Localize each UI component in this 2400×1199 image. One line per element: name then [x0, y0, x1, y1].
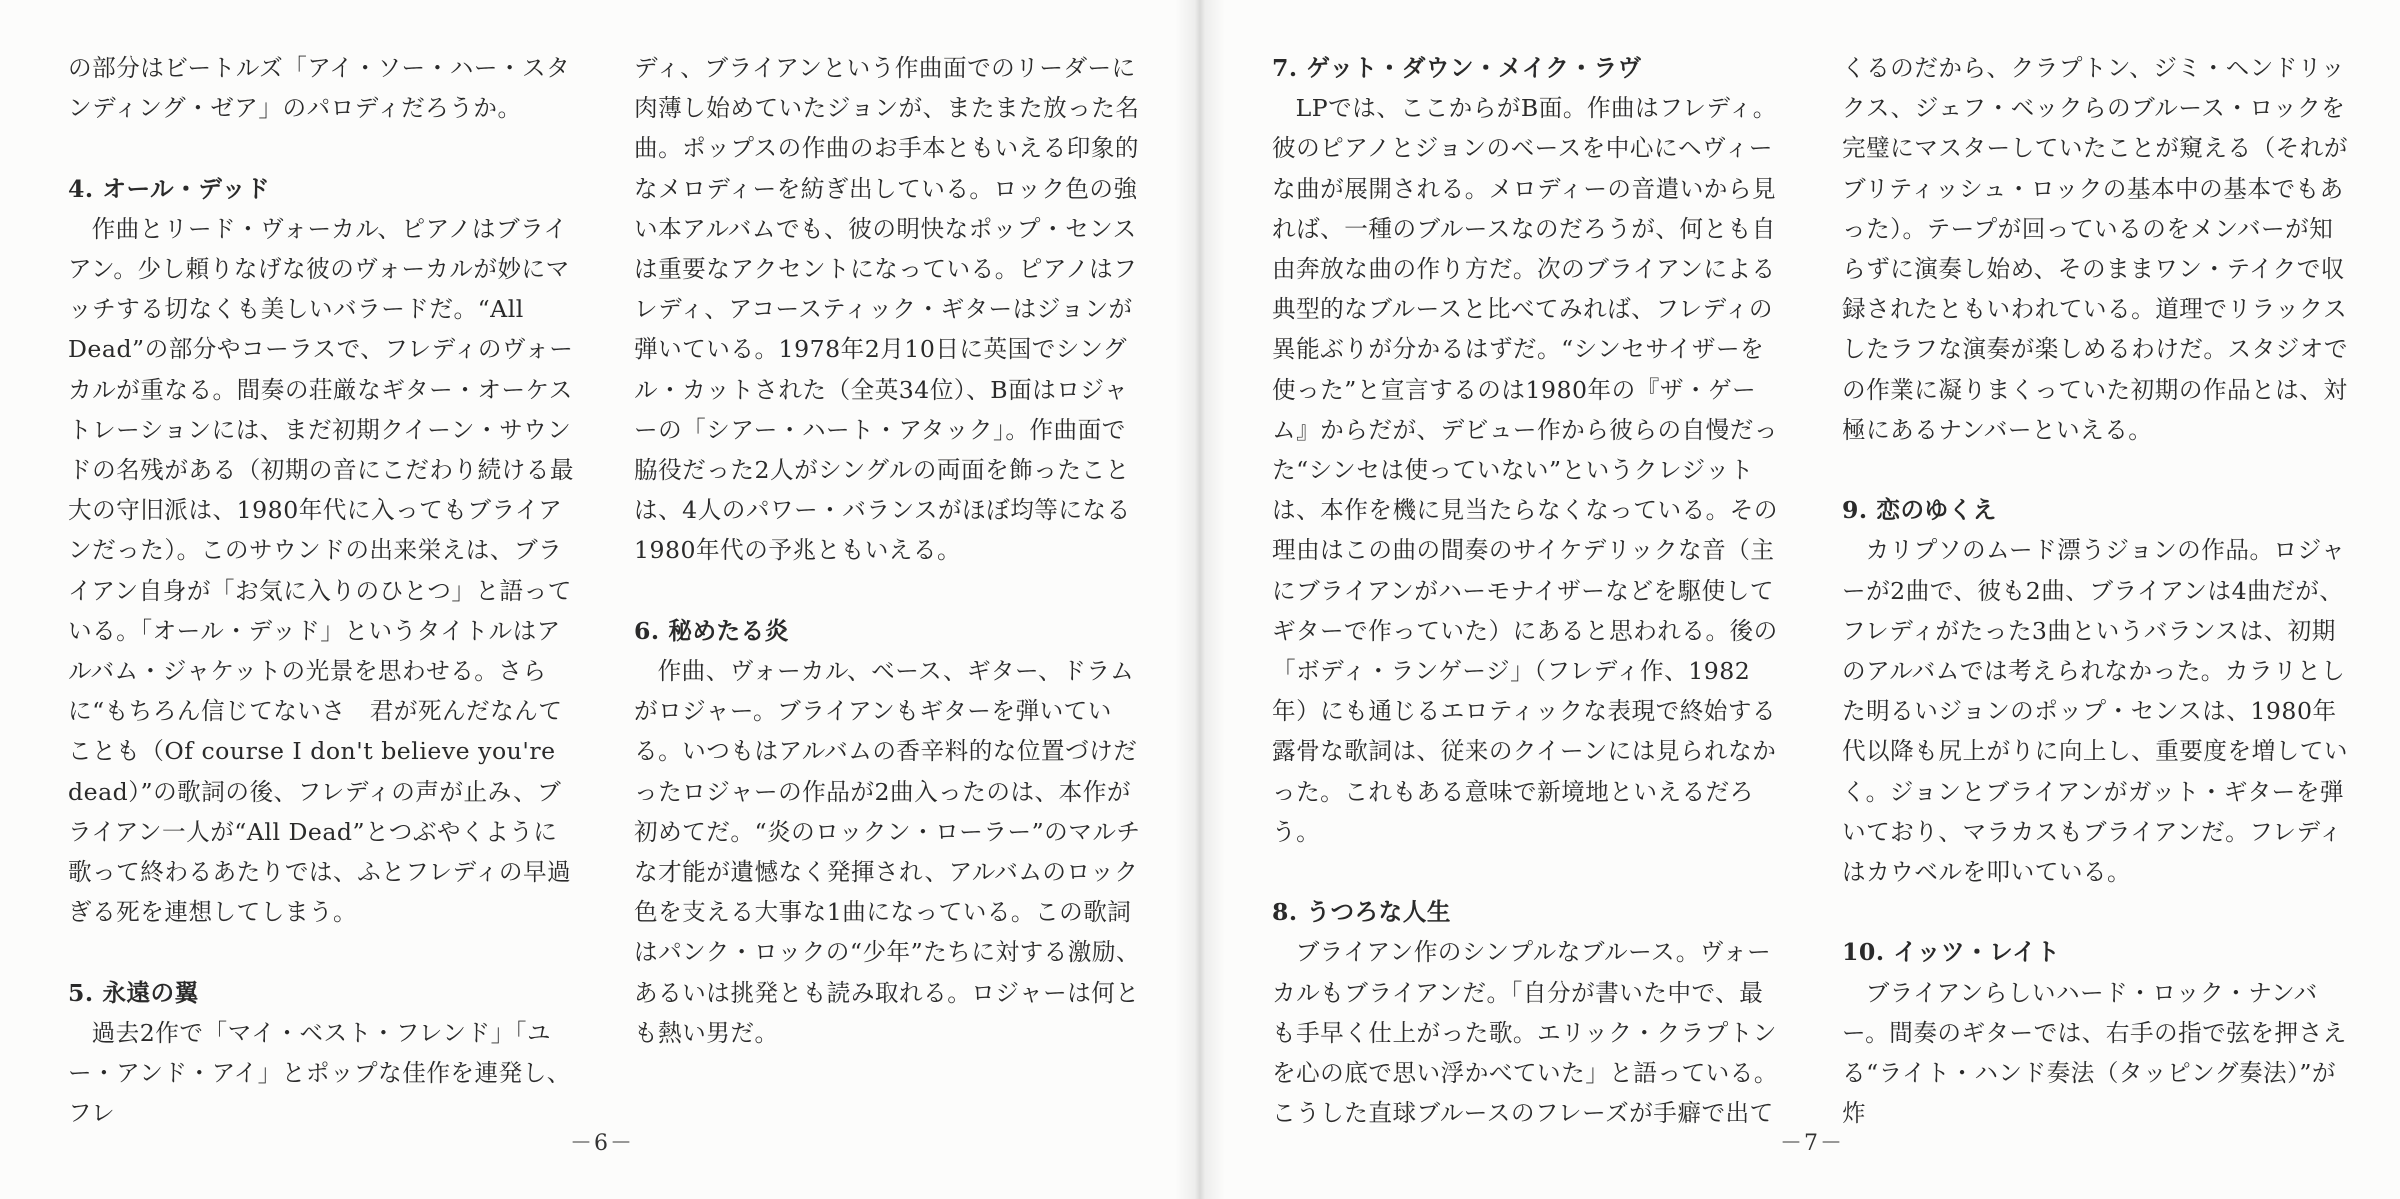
track-5-heading: 5. 永遠の翼 [68, 978, 199, 1007]
track-6-text: 作曲、ヴォーカル、ベース、ギター、ドラムがロジャー。ブライアンもギターを弾いている。いつもはアルバムの香辛料的な位置づけだったロジャーの作品が2曲入ったのは、本作が初めてだ。“炎のロックン・ローラー”のマルチな才能が遺憾なく発揮され、アルバムのロック色を支える大事な1曲になっている。この歌詞はパンク・ロックの“少年”たちに対する激励、あるいは挑発とも読み取れる。ロジャーは何とも熱い男だ。 [634, 657, 1141, 1047]
track-8-text: ブライアン作のシンプルなブルース。ヴォーカルもブライアンだ。「自分が書いた中で、最も手早く仕上がった歌。エリック・クラプトンを心の底で思い浮かべていた」と語っている。こうした直球ブルースのフレーズが手癖で出て [1272, 938, 1778, 1128]
column-4 [1842, 48, 2352, 1133]
page-7 [1195, 0, 2400, 1199]
track-4-text: 作曲とリード・ヴォーカル、ピアノはブライアン。少し頼りなげな彼のヴォーカルが妙にマッチする切なくも美しいバラードだ。“All Dead”の部分やコーラスで、フレディのヴォーカルが重なる。間奏の荘厳なギター・オーケストレーションには、まだ初期クイーン・サウンドの名残がある（初期の音にこだわり続ける最大の守旧派は、1980年代に入ってもブライアンだった）。このサウンドの出来栄えは、ブライアン自身が「お気に入りのひとつ」と語っている。「オール・デッド」というタイトルはアルバム・ジャケットの光景を思わせる。さらに“もちろん信じてないさ 君が死んだなんてことも（Of course I don't believe you're dead）”の歌詞の後、フレディの声が止み、ブライアン一人が“All Dead”とつぶやくように歌って終わるあたりでは、ふとフレディの早過ぎる死を連想してしまう。 [68, 214, 574, 927]
page-6 [0, 0, 1195, 1199]
track-5-text-continued: ディ、ブライアンという作曲面でのリーダーに肉薄し始めていたジョンが、またまた放った名曲。ポップスの作曲のお手本ともいえる印象的なメロディーを紡ぎ出している。ロック色の強い本アルバムでも、彼の明快なポップ・センスは重要なアクセントになっている。ピアノはフレディ、アコースティック・ギターはジョンが弾いている。1978年2月10日に英国でシングル・カットされた（全英34位）、B面はロジャーの「シアー・ハート・アタック」。作曲面で脇役だった2人がシングルの両面を飾ったことは、4人のパワー・バランスがほぼ均等になる1980年代の予兆ともいえる。 [634, 54, 1140, 565]
track-8-heading: 8. うつろな人生 [1272, 898, 1451, 927]
track-7-text: LPでは、ここからがB面。作曲はフレディ。彼のピアノとジョンのベースを中心にヘヴィーな曲が展開される。メロディーの音遣いから見れば、一種のブルースなのだろうが、何とも自由奔放な曲の作り方だ。次のブライアンによる典型的なブルースと比べてみれば、フレディの異能ぶりが分かるはずだ。“シンセサイザーを使った”と宣言するのは1980年の『ザ・ゲーム』からだが、デビュー作から彼らの自慢だった“シンセは使っていない”というクレジットは、本作を機に見当たらなくなっている。その理由はこの曲の間奏のサイケデリックな音（主にブライアンがハーモナイザーなどを駆使してギターで作っていた）にあると思われる。後の「ボディ・ランゲージ」（フレディ作、1982年）にも通じるエロティックな表現で終始する露骨な歌詞は、従来のクイーンには見られなかった。これもある意味で新境地といえるだろう。 [1272, 94, 1778, 846]
page-number: －7－ [1780, 1131, 1844, 1156]
binding-gutter [1175, 0, 1225, 1199]
track-7-heading: 7. ゲット・ダウン・メイク・ラヴ [1272, 54, 1642, 82]
track-10-heading: 10. イッツ・レイト [1842, 938, 2061, 967]
track-10-text: ブライアンらしいハード・ロック・ナンバー。間奏のギターでは、右手の指で弦を押さえる“ライト・ハンド奏法（タッピング奏法）”が炸 [1842, 978, 2347, 1128]
column-1 [68, 48, 578, 1133]
track-6-heading: 6. 秘めたる炎 [634, 616, 789, 645]
track-8-text-continued: くるのだから、クラプトン、ジミ・ヘンドリックス、ジェフ・ベックらのブルース・ロックを完璧にマスターしていたことが窺える（それがブリティッシュ・ロックの基本中の基本でもあった）。テープが回っているのをメンバーが知らずに演奏し始め、そのままワン・テイクで収録されたともいわれている。道理でリラックスしたラフな演奏が楽しめるわけだ。スタジオでの作業に凝りまくっていた初期の作品とは、対極にあるナンバーといえる。 [1842, 54, 2348, 444]
paragraph-continued: の部分はビートルズ「アイ・ソー・ハー・スタンディング・ゼア」のパロディだろうか。 [68, 54, 571, 123]
column-2 [634, 48, 1144, 1053]
track-5-text: 過去2作で「マイ・ベスト・フレンド」「ユー・アンド・アイ」とポップな佳作を連発し、フレ [68, 1018, 571, 1128]
column-3 [1272, 48, 1782, 1133]
track-9-text: カリプソのムード漂うジョンの作品。ロジャーが2曲で、彼も2曲、ブライアンは4曲だが、フレディがたった3曲というバランスは、初期のアルバムでは考えられなかった。カラリとした明るいジョンのポップ・センスは、1980年代以降も尻上がりに向上し、重要度を増していく。ジョンとブライアンがガット・ギターを弾いており、マラカスもブライアンだ。フレディはカウベルを叩いている。 [1842, 536, 2348, 887]
track-9-heading: 9. 恋のゆくえ [1842, 496, 1997, 525]
page-number: －6－ [570, 1131, 634, 1156]
track-4-heading: 4. オール・デッド [68, 174, 271, 203]
